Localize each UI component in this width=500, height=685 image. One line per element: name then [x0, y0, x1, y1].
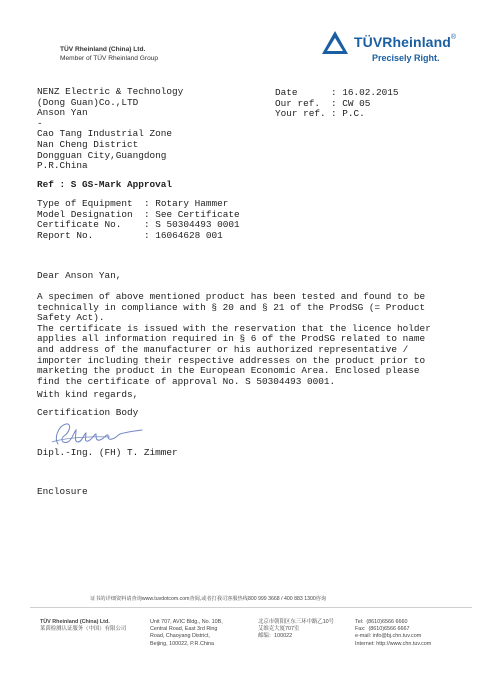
equipment-separator: : [144, 229, 156, 241]
recipient-line: Cao Tang Industrial Zone [37, 128, 173, 140]
footer-address-cn-line: 邮编：100022 [258, 633, 293, 640]
equipment-row [37, 231, 240, 242]
footer-address-cn-line: 艾维克大厦707室 [258, 626, 300, 633]
equipment-label: Certificate No. [37, 219, 122, 231]
body-line: Safety Act). [37, 312, 105, 324]
tuv-logo-icon [321, 30, 349, 55]
recipient-line: (Dong Guan)Co.,LTD [37, 96, 139, 108]
brand-tagline: Precisely Right. [372, 53, 440, 63]
body-line: applies all information required in § 6 of the ProdSG related to name [37, 333, 426, 345]
footer-contact-line: Fax: (8610)6566 6667 [355, 626, 410, 633]
closing: With kind regards, [37, 389, 139, 400]
footer-address-line: Unit 707, AVIC Bldg., No. 10B, [150, 619, 223, 625]
recipient-line: NENZ Electric & Technology [37, 86, 184, 97]
date-value: 16.02.2015 [342, 87, 399, 98]
recipient-line: Anson Yan [37, 107, 88, 119]
recipient-address [37, 87, 183, 172]
recipient-line: - [37, 117, 43, 129]
body-line: and address of the manufacturer or his authorized representative / [37, 343, 409, 355]
enclosure-label: Enclosure [37, 486, 88, 497]
brand-logo [354, 34, 456, 50]
footer-contact-line: Tel: (8610)6566 6660 [355, 619, 408, 625]
footer-divider [30, 607, 472, 608]
body-line: A specimen of above mentioned product has been tested and found to be [37, 291, 426, 302]
footer-address-cn [258, 619, 334, 641]
footer-company [40, 619, 126, 633]
body-text [37, 292, 431, 387]
registered-mark: ® [450, 34, 457, 41]
our-ref-value: CW 05 [342, 97, 371, 109]
our-ref-label: Our ref. [275, 97, 321, 109]
footer-contact-line: Internet: http://www.chn.tuv.com [355, 640, 432, 647]
header-company: TÜV Rheinland (China) Ltd. [60, 46, 146, 53]
body-line: find the certificate of approval No. S 50304493 0001. [37, 375, 336, 387]
equipment-value: See Certificate [155, 208, 240, 220]
greeting: Dear Anson Yan, [37, 270, 122, 281]
signer-name: Dipl.-Ing. (FH) T. Zimmer [37, 447, 178, 458]
equipment-label: Model Designation [37, 208, 133, 220]
subject-line: Ref : S GS-Mark Approval [37, 179, 173, 190]
footer-notice: 证书的详细资料请查询www.tuvdotcom.com查阅,或者打我司客服热线800 999 3668 / 400 883 1300咨询 [90, 596, 327, 602]
body-line: marketing the product in the European Economic Area. Enclosed please [37, 365, 420, 377]
footer-company-en: TÜV Rheinland (China) Ltd. [40, 619, 110, 625]
recipient-line: Dongguan City,Guangdong [37, 149, 167, 161]
footer-contact [355, 619, 431, 648]
equipment-label: Type of Equipment [37, 198, 133, 209]
footer-address-cn-line: 北京市朝阳区东三环中路乙10号 [258, 619, 335, 625]
equipment-separator: : [144, 208, 156, 220]
footer-address-line: Road, Chaoyang District, [150, 633, 210, 640]
header-member: Member of TÜV Rheinland Group [60, 55, 159, 62]
brand-name: TÜVRheinland [354, 34, 451, 50]
footer-address-line: Central Road, East 3rd Ring [150, 626, 218, 633]
equipment-value: S 50304493 0001 [155, 219, 240, 231]
body-line: technically in compliance with § 20 and § 21 of the ProdSG (= Product [37, 301, 426, 313]
equipment-label: Report No. [37, 229, 94, 241]
date-label: Date [275, 87, 298, 98]
body-line: The certificate is issued with the reservation that the licence holder [37, 322, 431, 334]
your-ref-label: Your ref. [275, 108, 326, 120]
certification-body: Certification Body [37, 407, 139, 418]
footer-contact-line: e-mail: info@bj.chn.tuv.com [355, 633, 422, 640]
body-line: importer including their respective addresses on the product prior to [37, 354, 426, 366]
reference-block: Date : 16.02.2015 Our ref. : CW 05 Your ref. : P.C. [275, 87, 399, 120]
recipient-line: P.R.China [37, 160, 88, 172]
equipment-table [37, 199, 240, 241]
footer-address-en [150, 619, 223, 648]
footer-address-line: Beijing, 100022, P.R.China [150, 640, 215, 647]
your-ref-value: P.C. [342, 108, 365, 120]
recipient-line: Nan Cheng District [37, 138, 139, 150]
equipment-value: 16064628 001 [155, 229, 223, 241]
equipment-separator: : [144, 219, 156, 231]
equipment-separator: : [144, 198, 156, 209]
signature-image [50, 418, 150, 450]
footer-company-cn: 莱茵检测认证服务（中国）有限公司 [40, 626, 127, 633]
equipment-value: Rotary Hammer [155, 198, 229, 209]
